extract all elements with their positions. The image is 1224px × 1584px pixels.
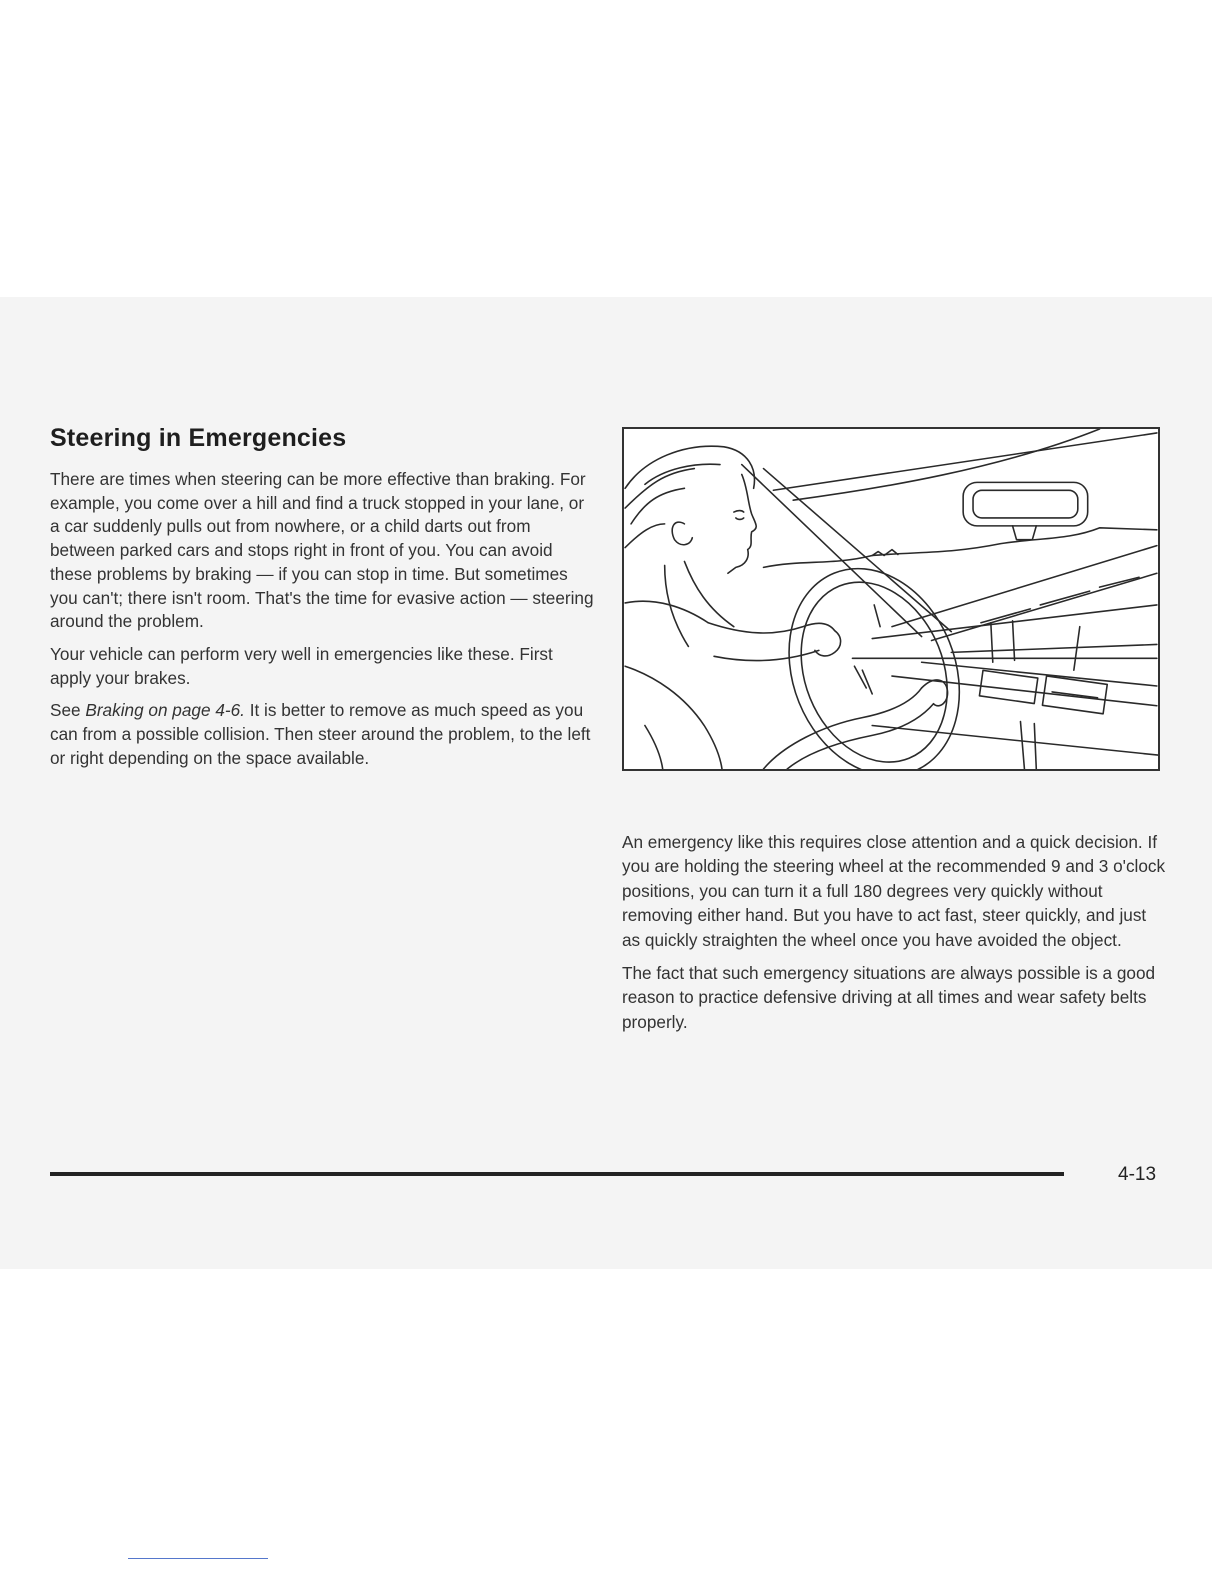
left-column bbox=[50, 468, 595, 779]
see-rest: It is better to remove as much speed as you can from a possible collision. Then steer around the problem, to the left or right depending on the space available. bbox=[50, 700, 591, 768]
paragraph-vehicle-performance: Your vehicle can perform very well in emergencies like these. First apply your brakes. bbox=[50, 643, 553, 688]
driver-steering-illustration bbox=[622, 427, 1160, 771]
paragraph-defensive-driving: The fact that such emergency situations are always possible is a good reason to practice defensive driving at all times and wear safety belts properly. bbox=[622, 963, 1156, 1032]
paragraph-steering-vs-braking: There are times when steering can be more effective than braking. For example, you come over a hill and find a truck stopped in your lane, or a car suddenly pulls out from nowhere, or a child darts out from between parked cars and stops right in front of you. You can avoid these problems by braking — if you can stop in time. But sometimes you can't; there isn't room. That's the time for evasive action — steering around the problem. bbox=[50, 469, 594, 632]
see-lead: See bbox=[50, 700, 86, 721]
right-column bbox=[622, 830, 1167, 1043]
paragraph-close-attention: An emergency like this requires close attention and a quick decision. If you are holding the steering wheel at the recommended 9 and 3 o'clock positions, you can turn it a full 180 degrees very quickly without removing either hand. But you have to act fast, steer quickly, and just as quickly straighten the wheel once you have avoided the object. bbox=[622, 832, 1166, 950]
section-title: Steering in Emergencies bbox=[50, 424, 347, 452]
braking-cross-reference: Braking on page 4-6. bbox=[85, 700, 245, 721]
link-underline-artifact bbox=[128, 1558, 268, 1559]
paragraph-see-braking bbox=[50, 699, 595, 770]
footer-rule bbox=[50, 1172, 1064, 1176]
page-number: 4-13 bbox=[1118, 1164, 1157, 1185]
